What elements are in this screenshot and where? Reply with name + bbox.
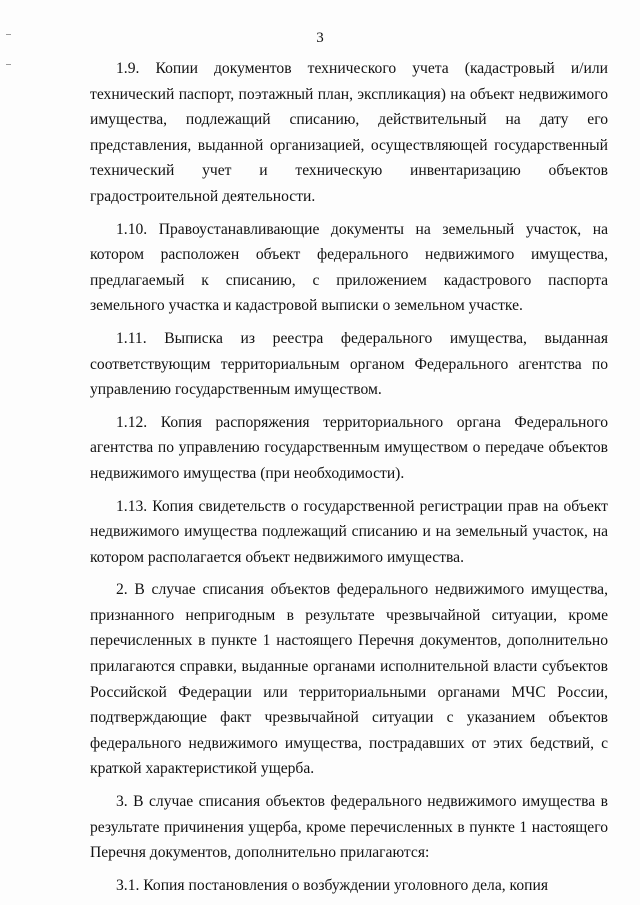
paragraph-1-13: 1.13. Копия свидетельств о государственной регистрации прав на объект недвижимого имущества подлежащий списанию и на земельный участок, на котором располагается объект недвижимого имущества.	[90, 497, 608, 566]
paragraph-3-1: 3.1. Копия постановления о возбуждении уголовного дела, копия	[116, 876, 548, 894]
paragraph-1-10: 1.10. Правоустанавливающие документы на земельный участок, на котором расположен объект федерального недвижимого имущества, предлагаемый к списанию, с приложением кадастрового паспорта земельного участка и кадастровой выписки о земельном участке.	[90, 220, 608, 315]
paragraph-1-12: 1.12. Копия распоряжения территориального органа Федерального агентства по управлению государственным имуществом о передаче объектов недвижимого имущества (при необходимости).	[90, 413, 608, 482]
document-body	[90, 56, 608, 898]
paragraph-2: 2. В случае списания объектов федерального недвижимого имущества, признанного непригодным в результате чрезвычайной ситуации, кроме перечисленных в пункте 1 настоящего Перечня документов, дополнительно прилагаются справки, выданные органами исполнительной власти субъектов Российской Федерации или территориальными органами МЧС России, подтверждающие факт чрезвычайной ситуации с указанием объектов федерального недвижимого имущества, пострадавших от этих бедствий, с краткой характеристикой ущерба.	[90, 581, 608, 778]
scan-margin-mark	[6, 64, 11, 65]
page-number: 3	[316, 30, 324, 46]
paragraph-1-11: 1.11. Выписка из реестра федерального имущества, выданная соответствующим территориальным органом Федерального агентства по управлению государственным имуществом.	[90, 329, 608, 399]
paragraph-3: 3. В случае списания объектов федерального недвижимого имущества в результате причинения ущерба, кроме перечисленных в пункте 1 настоящего Перечня документов, дополнительно прилагаются:	[90, 793, 608, 862]
paragraph-1-9: 1.9. Копии документов технического учета (кадастровый и/или технический паспорт, поэтажный план, экспликация) на объект недвижимого имущества, подлежащий списанию, действительный на дату его представления, выданной организацией, осуществляющей государственный технический учет и техническую инвентаризацию объектов градостроительной деятельности.	[90, 60, 608, 205]
